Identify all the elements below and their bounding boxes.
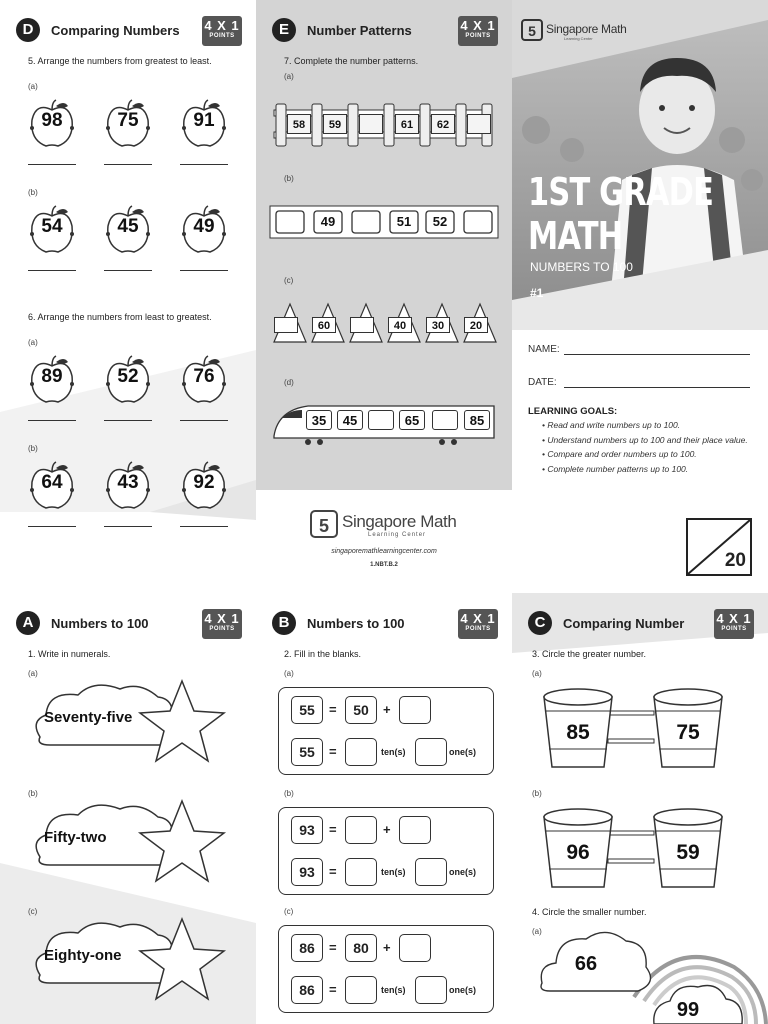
section-header-b (270, 607, 498, 641)
plus-sign: + (383, 822, 391, 837)
tens-value-box: 50 (345, 696, 377, 724)
question-7: 7. Complete the number patterns. (284, 56, 419, 66)
sub-label-a: (a) (284, 72, 294, 81)
sub-label-b: (b) (28, 789, 38, 798)
pattern-blank[interactable] (432, 410, 458, 430)
sub-label-a: (a) (28, 82, 38, 91)
sub-label-b: (b) (284, 174, 294, 183)
tens-answer-box[interactable] (345, 976, 377, 1004)
answer-blank[interactable] (104, 164, 152, 165)
points-badge: 4 X 1 POINTS (202, 16, 242, 46)
answer-blank[interactable] (28, 164, 76, 165)
points-badge: 4 X 1 POINTS (714, 609, 754, 639)
section-title: Numbers to 100 (307, 616, 405, 631)
cover-photo-illustration (512, 0, 768, 330)
ones-answer-box[interactable] (415, 858, 447, 886)
apple-number (28, 98, 76, 148)
pattern-number: 51 (396, 214, 412, 229)
pattern-number: 49 (320, 214, 336, 229)
number-word: Fifty-two (44, 829, 107, 846)
word-cloud-star (30, 797, 226, 887)
date-label: DATE: (528, 377, 557, 388)
panel-number-patterns (256, 0, 512, 512)
sub-label-c: (c) (28, 907, 38, 916)
number-word: Eighty-one (44, 947, 122, 964)
points-badge: 4 X 1 POINTS (458, 16, 498, 46)
apple-number (28, 354, 76, 404)
question-6: 6. Arrange the numbers from least to greatest. (28, 312, 212, 322)
bucket-number[interactable]: 59 (676, 841, 700, 864)
pattern-number: 61 (395, 114, 419, 134)
question-4: 4. Circle the smaller number. (532, 907, 647, 917)
svg-text:5: 5 (528, 23, 536, 39)
ones-answer-box[interactable] (399, 934, 431, 962)
section-letter: E (272, 18, 296, 42)
number-box: 93 (291, 858, 323, 886)
pattern-blank[interactable] (276, 211, 304, 233)
section-letter: B (272, 611, 296, 635)
section-letter: D (16, 18, 40, 42)
pattern-number: 65 (399, 410, 425, 430)
pattern-number: 20 (464, 317, 488, 333)
apple-number (104, 204, 152, 254)
cloud-number[interactable]: 66 (574, 953, 598, 975)
footer-brand-tagline: Learning Center (368, 532, 427, 538)
apple-number-label: 76 (193, 366, 215, 387)
sub-label-b: (b) (284, 789, 294, 798)
apple-number-label: 89 (41, 366, 63, 387)
learning-goal: • Complete number patterns up to 100. (542, 463, 689, 474)
section-header-c (526, 607, 754, 641)
tens-value-box: 80 (345, 934, 377, 962)
sub-label-c: (c) (284, 276, 294, 285)
footer-logo-mark (308, 506, 342, 540)
footer-standard-code: 1.NBT.B.2 (370, 562, 398, 568)
sub-label-d: (d) (284, 378, 294, 387)
learning-goals-title: LEARNING GOALS: (528, 406, 618, 417)
question-3: 3. Circle the greater number. (532, 649, 647, 659)
apple-number (28, 204, 76, 254)
points-badge: 4 X 1 POINTS (202, 609, 242, 639)
footer-band (256, 490, 512, 592)
answer-blank[interactable] (104, 270, 152, 271)
panel-numbers-to-100-a (0, 593, 256, 1024)
pattern-blank[interactable] (274, 317, 298, 333)
pattern-blank[interactable] (467, 114, 491, 134)
pattern-number: 60 (312, 317, 336, 333)
plus-sign: + (383, 940, 391, 955)
answer-blank[interactable] (104, 526, 152, 527)
section-letter: A (16, 611, 40, 635)
ones-label: one(s) (449, 747, 476, 757)
apple-number-label: 54 (41, 216, 63, 237)
answer-blank[interactable] (180, 420, 228, 421)
section-title: Number Patterns (307, 23, 412, 38)
pattern-number: 85 (464, 410, 490, 430)
ones-answer-box[interactable] (399, 696, 431, 724)
pattern-blank[interactable] (359, 114, 383, 134)
pattern-blank[interactable] (350, 317, 374, 333)
bucket-number[interactable]: 85 (566, 721, 590, 744)
sub-label-a: (a) (28, 338, 38, 347)
answer-blank[interactable] (180, 270, 228, 271)
panel-comparing-number (512, 593, 768, 1024)
footer-url: singaporemathlearningcenter.com (331, 548, 437, 555)
pattern-number: 52 (432, 214, 448, 229)
apple-number-label: 52 (117, 366, 139, 387)
apple-number (104, 460, 152, 510)
bucket-number[interactable]: 75 (676, 721, 700, 744)
number-box: 86 (291, 934, 323, 962)
sub-label-b: (b) (28, 188, 38, 197)
name-field[interactable] (564, 354, 750, 355)
cover-panel (512, 0, 768, 571)
footer-brand-name: Singapore Math (342, 512, 457, 531)
name-label: NAME: (528, 344, 560, 355)
apple-number-label: 49 (193, 216, 215, 237)
apple-number (180, 98, 228, 148)
equals-sign: = (329, 822, 337, 837)
learning-goals-list (542, 420, 756, 474)
panel-d-bg (0, 0, 256, 512)
issue-number: #1 (530, 286, 544, 300)
answer-blank[interactable] (104, 420, 152, 421)
ones-answer-box[interactable] (415, 738, 447, 766)
pattern-number: 58 (287, 114, 311, 134)
cover-subtitle: NUMBERS TO 100 (530, 260, 633, 274)
bucket-pair (542, 685, 756, 769)
learning-goal: • Compare and order numbers up to 100. (542, 449, 697, 459)
cloud-number[interactable]: 99 (676, 999, 700, 1021)
tens-answer-box[interactable] (345, 816, 377, 844)
tens-label: ten(s) (381, 867, 406, 877)
learning-goal: • Read and write numbers up to 100. (542, 420, 681, 430)
number-box: 55 (291, 696, 323, 724)
ones-label: one(s) (449, 867, 476, 877)
equation-card (278, 807, 494, 895)
apple-number (180, 204, 228, 254)
pattern-number: 62 (431, 114, 455, 134)
apple-number (104, 98, 152, 148)
apple-number (28, 460, 76, 510)
sub-label-a: (a) (532, 669, 542, 678)
question-2: 2. Fill in the blanks. (284, 649, 362, 659)
score-total: 20 (724, 550, 746, 571)
svg-text:5: 5 (318, 516, 330, 536)
answer-blank[interactable] (28, 270, 76, 271)
tens-answer-box[interactable] (345, 858, 377, 886)
apple-number-label: 98 (41, 110, 63, 131)
numeral-answer-area[interactable] (154, 705, 210, 745)
apple-number-label: 43 (117, 472, 139, 493)
brand-tagline: Learning Center (564, 36, 593, 41)
number-box: 55 (291, 738, 323, 766)
answer-blank[interactable] (28, 420, 76, 421)
pattern-number: 30 (426, 317, 450, 333)
apple-number (180, 354, 228, 404)
tens-label: ten(s) (381, 985, 406, 995)
word-cloud-star (30, 677, 226, 767)
question-5: 5. Arrange the numbers from greatest to least. (28, 56, 212, 66)
apple-number-label: 64 (41, 472, 63, 493)
pattern-blank[interactable] (464, 211, 492, 233)
score-box (686, 518, 752, 576)
answer-blank[interactable] (180, 164, 228, 165)
brand-logo-mark (520, 16, 546, 42)
learning-goal: • Understand numbers up to 100 and their place value. (542, 434, 748, 445)
section-title: Comparing Number (563, 616, 685, 631)
pattern-blank[interactable] (368, 410, 394, 430)
sub-label-a: (a) (532, 927, 542, 936)
ones-answer-box[interactable] (415, 976, 447, 1004)
section-header-a (14, 607, 242, 641)
apple-number-label: 75 (117, 110, 139, 131)
question-1: 1. Write in numerals. (28, 649, 111, 659)
equals-sign: = (329, 702, 337, 717)
answer-blank[interactable] (180, 526, 228, 527)
apple-number-label: 45 (117, 216, 139, 237)
equation-card (278, 687, 494, 775)
points-badge: 4 X 1 POINTS (458, 609, 498, 639)
ones-label: one(s) (449, 985, 476, 995)
number-box: 93 (291, 816, 323, 844)
section-header-e (270, 14, 498, 48)
panel-numbers-to-100-b (256, 593, 512, 1024)
pattern-number: 45 (337, 410, 363, 430)
cover-title-line-2: MATH (528, 214, 623, 258)
apple-number-label: 92 (193, 472, 215, 493)
numeral-answer-area[interactable] (154, 825, 210, 865)
pattern-number: 40 (388, 317, 412, 333)
plus-sign: + (383, 702, 391, 717)
section-header-d (14, 14, 242, 48)
date-field[interactable] (564, 387, 750, 388)
apple-number (104, 354, 152, 404)
section-title: Comparing Numbers (51, 23, 180, 38)
sub-label-a: (a) (284, 669, 294, 678)
brand-logo (520, 16, 630, 44)
sub-label-c: (c) (284, 907, 294, 916)
sub-label-b: (b) (28, 444, 38, 453)
panel-comparing-numbers (0, 0, 256, 512)
apple-number (180, 460, 228, 510)
equation-card (278, 925, 494, 1013)
number-word: Seventy-five (44, 709, 133, 726)
pattern-blank[interactable] (352, 211, 380, 233)
bucket-pair (542, 805, 756, 889)
section-title: Numbers to 100 (51, 616, 149, 631)
pattern-number: 59 (323, 114, 347, 134)
ones-answer-box[interactable] (399, 816, 431, 844)
sub-label-a: (a) (28, 669, 38, 678)
answer-blank[interactable] (28, 526, 76, 527)
equals-sign: = (329, 864, 337, 879)
number-box: 86 (291, 976, 323, 1004)
tens-label: ten(s) (381, 747, 406, 757)
word-cloud-star (30, 915, 226, 1005)
cover-title-line-1: 1ST GRADE (528, 170, 714, 214)
equals-sign: = (329, 940, 337, 955)
apple-number-label: 91 (193, 110, 215, 131)
numeral-answer-area[interactable] (154, 943, 210, 983)
sub-label-b: (b) (532, 789, 542, 798)
brand-name: Singapore Math (546, 22, 627, 36)
section-letter: C (528, 611, 552, 635)
equals-sign: = (329, 744, 337, 759)
equals-sign: = (329, 982, 337, 997)
tens-answer-box[interactable] (345, 738, 377, 766)
pattern-number: 35 (306, 410, 332, 430)
bucket-number[interactable]: 96 (566, 841, 590, 864)
